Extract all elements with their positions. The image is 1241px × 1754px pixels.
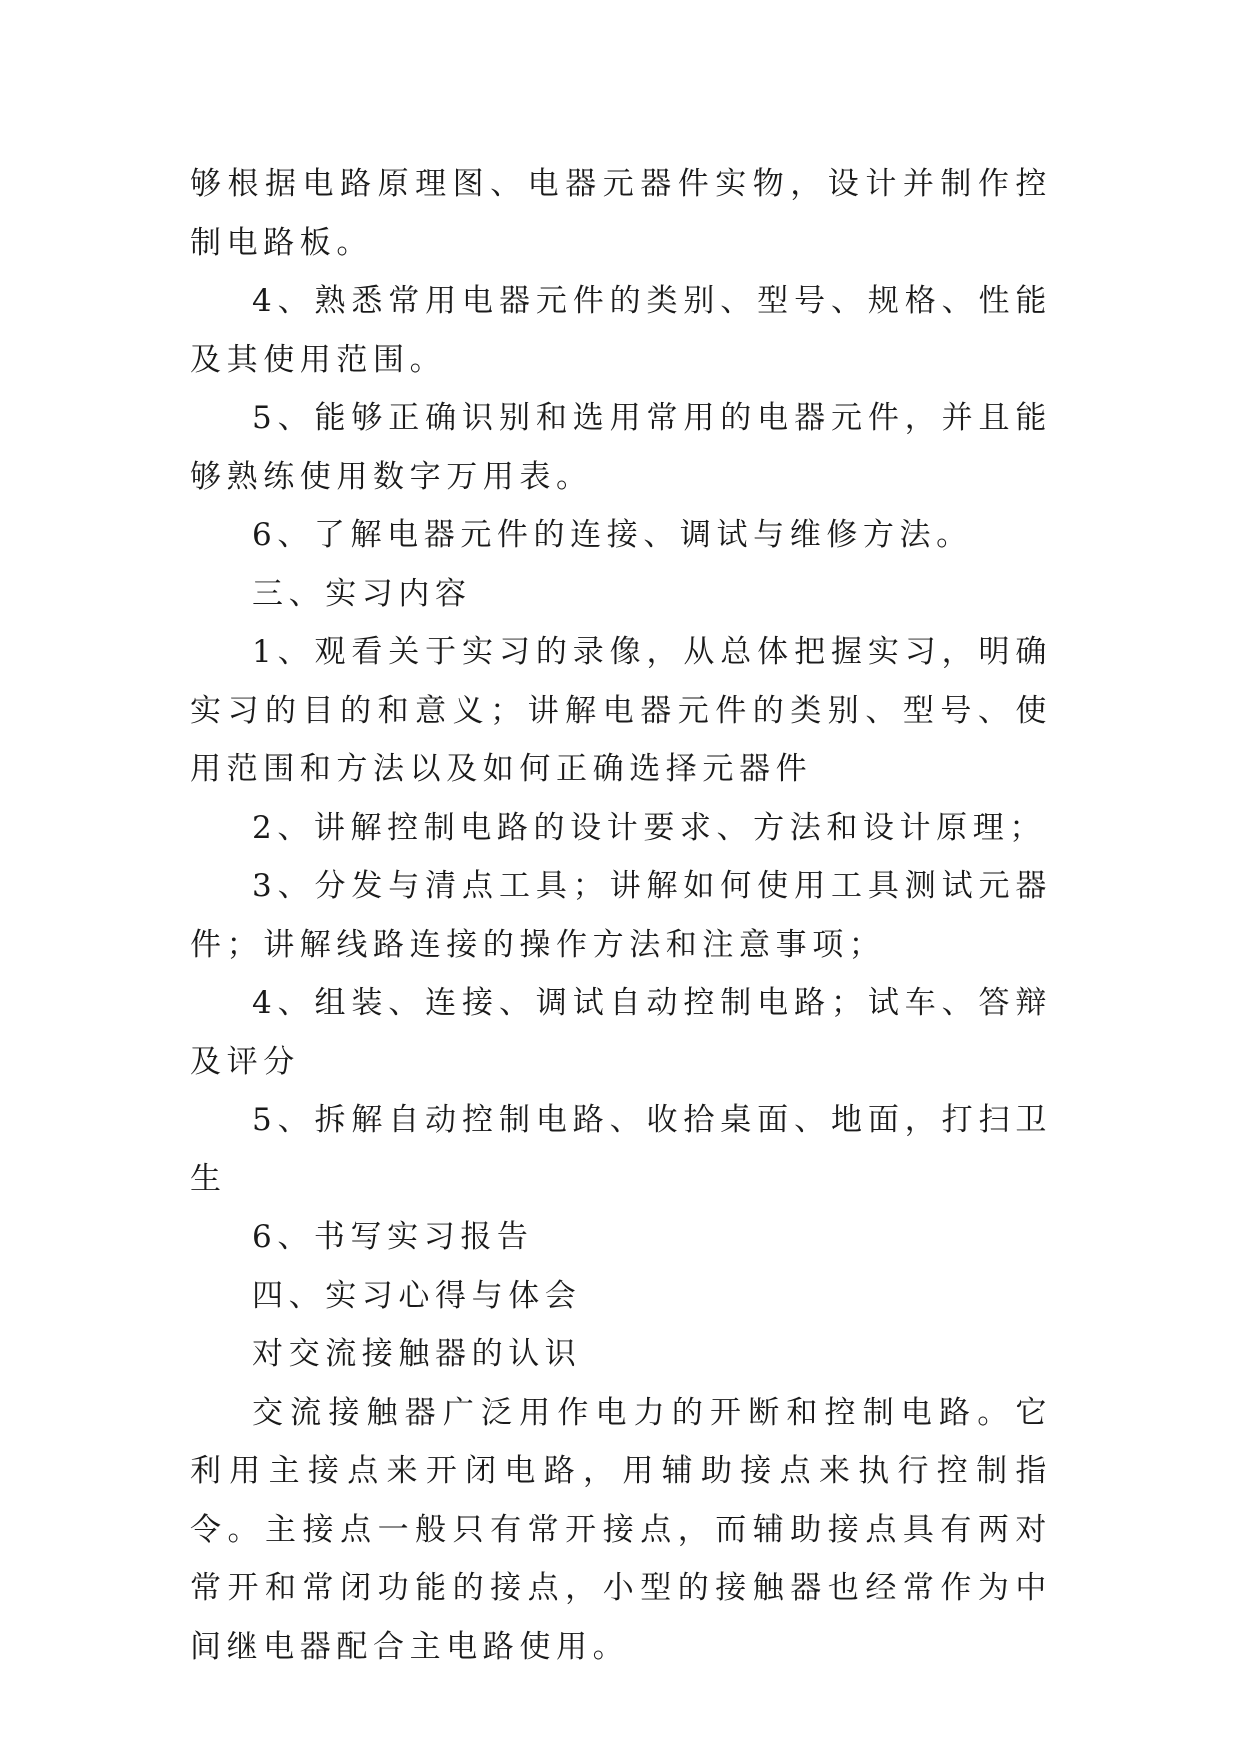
paragraph-contactor: 交流接触器广泛用作电力的开断和控制电路。它利用主接点来开闭电路，用辅助接点来执行控制指令。主接点一般只有常开接点，而辅助接点具有两对常开和常闭功能的接点，小型的接触器也经常作为中间继电器配合主电路使用。 xyxy=(190,1394,1052,1665)
subsection-heading-contactor: 对交流接触器的认识 xyxy=(252,1336,582,1372)
paragraph-objective-4: 4、熟悉常用电器元件的类别、型号、规格、性能及其使用范围。 xyxy=(190,283,1052,378)
paragraph-objective-5: 5、能够正确识别和选用常用的电器元件，并且能够熟练使用数字万用表。 xyxy=(190,400,1052,495)
section-heading-internship-content: 三、实习内容 xyxy=(252,575,472,612)
paragraph-content-5: 5、拆解自动控制电路、收拾桌面、地面，打扫卫生 xyxy=(190,1102,1052,1197)
document-body xyxy=(190,155,1052,1676)
paragraph-content-2: 2、讲解控制电路的设计要求、方法和设计原理； xyxy=(252,809,1046,846)
paragraph-content-1: 1、观看关于实习的录像，从总体把握实习，明确实习的目的和意义；讲解电器元件的类别、型号、使用范围和方法以及如何正确选择元器件 xyxy=(190,634,1052,787)
paragraph-continuation: 够根据电路原理图、电器元器件实物，设计并制作控制电路板。 xyxy=(190,166,1052,261)
section-heading-reflections: 四、实习心得与体会 xyxy=(252,1277,582,1314)
paragraph-content-6: 6、书写实习报告 xyxy=(252,1219,534,1255)
paragraph-content-3: 3、分发与清点工具；讲解如何使用工具测试元器件；讲解线路连接的操作方法和注意事项； xyxy=(190,868,1052,963)
paragraph-objective-6: 6、了解电器元件的连接、调试与维修方法。 xyxy=(252,517,973,553)
paragraph-content-4: 4、组装、连接、调试自动控制电路；试车、答辩及评分 xyxy=(190,985,1052,1080)
